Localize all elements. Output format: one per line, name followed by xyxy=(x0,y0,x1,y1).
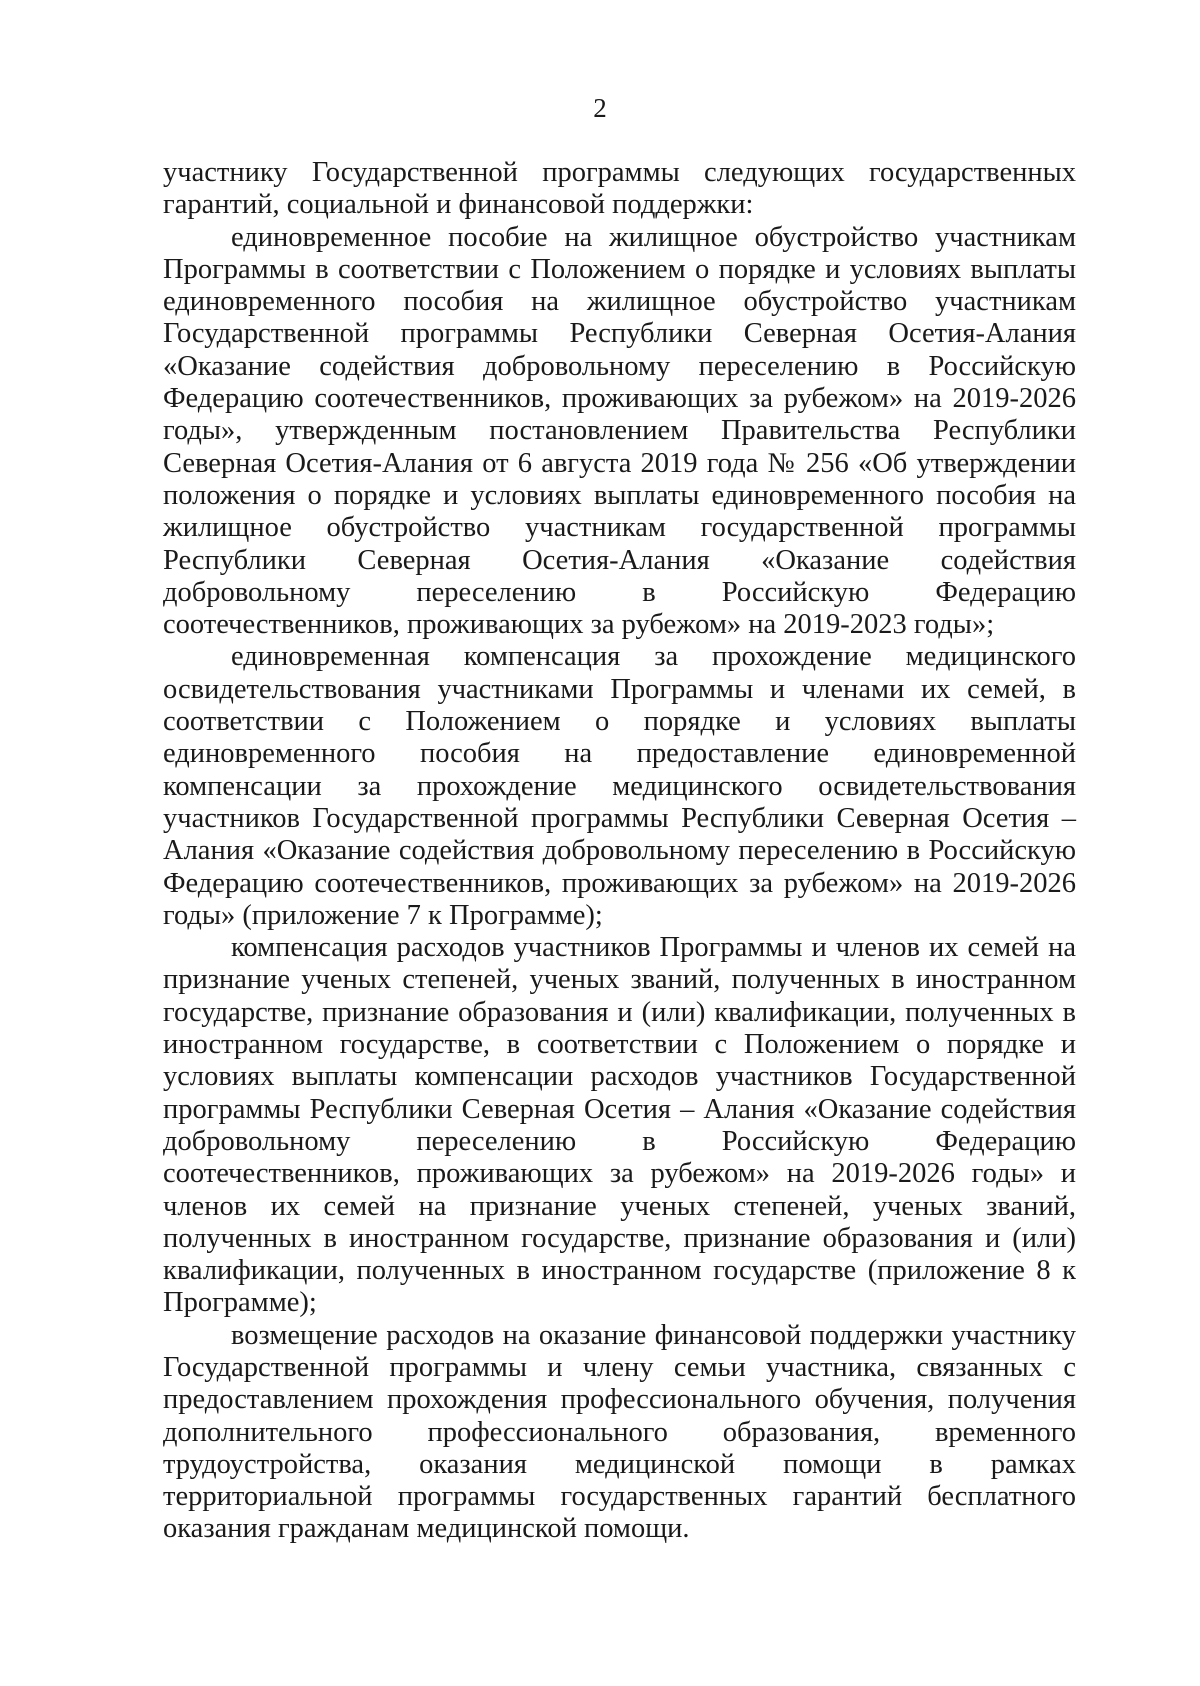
paragraph-housing-allowance: единовременное пособие на жилищное обустройство участникам Программы в соответствии с Положением о порядке и условиях выплаты единовременного пособия на жилищное обустройство участникам Государственной программы Республики Северная Осетия-Алания «Оказание содействия добровольному переселению в Российскую Федерацию соотечественников, проживающих за рубежом» на 2019-2026 годы», утвержденным постановлением Правительства Республики Северная Осетия-Алания от 6 августа 2019 года № 256 «Об утверждении положения о порядке и условиях выплаты единовременного пособия на жилищное обустройство участникам государственной программы Республики Северная Осетия-Алания «Оказание содействия добровольному переселению в Российскую Федерацию соотечественников, проживающих за рубежом» на 2019-2023 годы»; xyxy=(163,221,1076,641)
document-body xyxy=(163,157,1076,1546)
paragraph-medical-compensation: единовременная компенсация за прохождение медицинского освидетельствования участниками Программы и членами их семей, в соответствии с Положением о порядке и условиях выплаты единовременного пособия на предоставление единовременной компенсации за прохождение медицинского освидетельствования участников Государственной программы Республики Северная Осетия – Алания «Оказание содействия добровольному переселению в Российскую Федерацию соотечественников, проживающих за рубежом» на 2019-2026 годы» (приложение 7 к Программе); xyxy=(163,641,1076,931)
page-number: 2 xyxy=(593,93,607,123)
paragraph-degree-recognition: компенсация расходов участников Программы и членов их семей на признание ученых степеней, ученых званий, полученных в иностранном государстве, признание образования и (или) квалификации, полученных в иностранном государстве, в соответствии с Положением о порядке и условиях выплаты компенсации расходов участников Государственной программы Республики Северная Осетия – Алания «Оказание содействия добровольному переселению в Российскую Федерацию соотечественников, проживающих за рубежом» на 2019-2026 годы» и членов их семей на признание ученых степеней, ученых званий, полученных в иностранном государстве, признание образования и (или) квалификации, полученных в иностранном государстве (приложение 8 к Программе); xyxy=(163,932,1076,1319)
paragraph-intro: участнику Государственной программы следующих государственных гарантий, социальной и финансовой поддержки: xyxy=(163,157,1076,221)
paragraph-financial-support: возмещение расходов на оказание финансовой поддержки участнику Государственной программы и члену семьи участника, связанных с предоставлением прохождения профессионального обучения, получения дополнительного профессионального образования, временного трудоустройства, оказания медицинской помощи в рамках территориальной программы государственных гарантий бесплатного оказания гражданам медицинской помощи. xyxy=(163,1319,1076,1545)
